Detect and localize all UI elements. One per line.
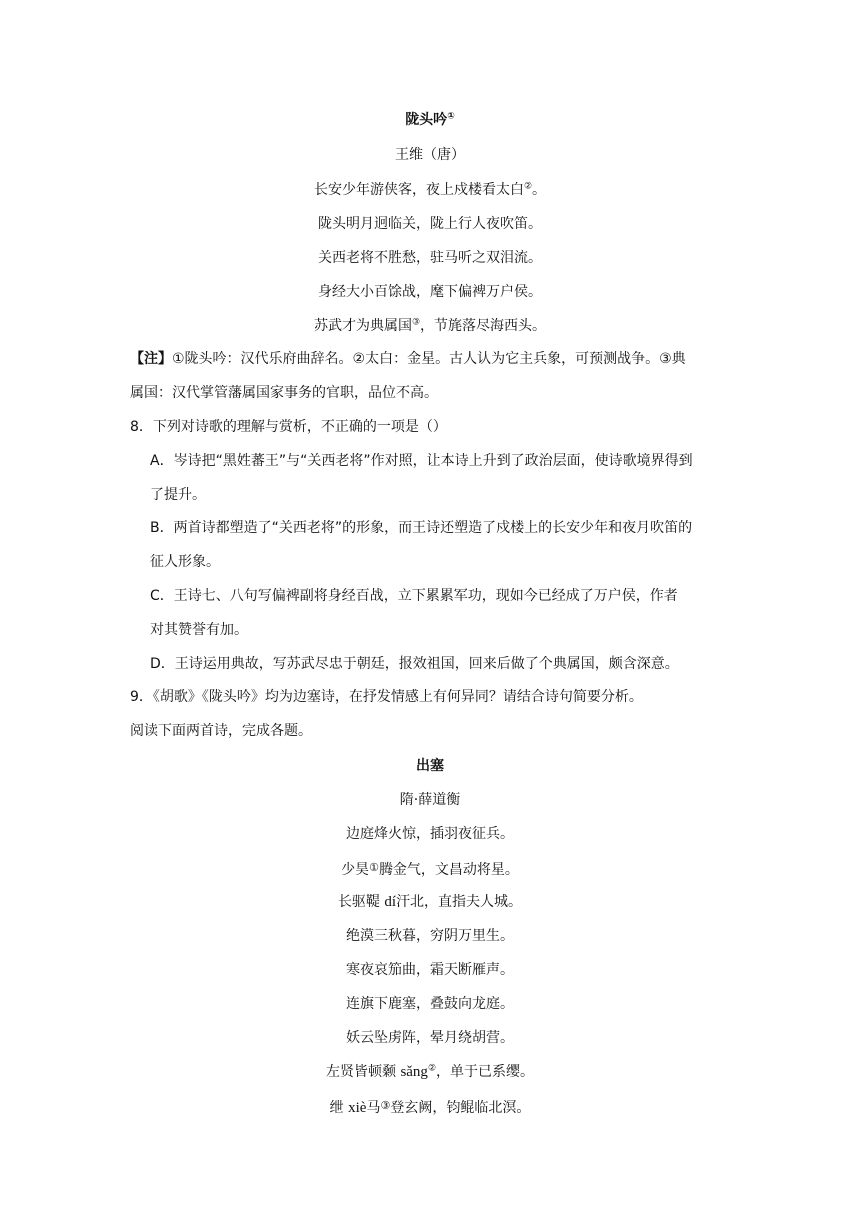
poem2-line-9 (0, 1096, 860, 1118)
question-8-option-a-line-2: 了提升。 (150, 487, 206, 503)
poem1-title-note: ① (447, 111, 455, 122)
poem1-line-5-end: ，节旄落尽海西头。 (420, 318, 547, 334)
poem2-line-2 (0, 858, 860, 880)
poem2-line-9-pinyin: xiè (348, 1100, 367, 1116)
question-9-stem: 9．《胡歌》《陇头吟》均为边塞诗，在抒发情感上有何异同？请结合诗句简要分析。 (130, 689, 643, 705)
poem1-line-1-note: ② (523, 181, 533, 192)
poem1-line-1-text: 长安少年游侠客，夜上戍楼看太白 (313, 182, 524, 198)
poem2-line-4: 绝漠三秋暮，穷阴万里生。 (346, 928, 514, 944)
poem2-line-9-note: ③ (380, 1099, 391, 1112)
question-8-option-c-line-1: C．王诗七、八句写偏裨副将身经百战，立下累累军功，现如今已经成了万户侯，作者 (150, 588, 678, 604)
poem2-line-7: 妖云坠虏阵，晕月绕胡营。 (346, 1030, 514, 1046)
poem2-line-8-end: ，单于已系缨。 (436, 1064, 535, 1080)
poem2-line-3-end: 汗北，直指夫人城。 (396, 894, 523, 910)
poem2-line-5: 寒夜哀笳曲，霜天断雁声。 (346, 962, 514, 978)
poem2-author: 隋·薛道衡 (399, 792, 461, 808)
poem2-line-1: 边庭烽火惊，插羽夜征兵。 (346, 826, 514, 842)
poem2-line-8-note: ② (427, 1063, 437, 1074)
poem2-line-3 (0, 892, 860, 912)
poem2-line-9-text: 绁 (329, 1100, 349, 1116)
poem2-line-8-pinyin: sǎng (400, 1064, 428, 1080)
poem1-line-5 (0, 316, 860, 336)
poem2-line-8 (0, 1062, 860, 1082)
question-8-option-b-line-2: 征人形象。 (150, 554, 220, 570)
poem1-line-1-end: 。 (532, 182, 547, 198)
poem1-line-4: 身经大小百馀战，麾下偏裨万户侯。 (318, 284, 542, 300)
poem2-line-9-mid: 马 (366, 1100, 381, 1116)
poem2-line-3-pinyin: dí (384, 894, 397, 910)
poem1-line-1 (0, 180, 860, 200)
question-8-option-c-line-2: 对其赞誉有加。 (150, 622, 248, 638)
poem1-line-2: 陇头明月迥临关，陇上行人夜吹笛。 (318, 216, 542, 232)
poem1-line-5-note: ③ (411, 317, 421, 328)
poem2-title: 出塞 (416, 758, 444, 774)
notes-line-2: 属国：汉代掌管藩属国家事务的官职，品位不高。 (130, 385, 438, 401)
poem1-author: 王维（唐） (395, 147, 465, 163)
poem1-line-5-text: 苏武才为典属国 (313, 318, 412, 334)
poem2-line-2-end: 腾金气，文昌动将星。 (378, 862, 519, 878)
question-8-option-a-line-1: A．岑诗把“黑姓蕃王”与“关西老将”作对照，让本诗上升到了政治层面，使诗歌境界得到 (150, 453, 693, 469)
notes-line-1-text: ①陇头吟：汉代乐府曲辞名。②太白：金星。古人认为它主兵象，可预测战争。③典 (172, 351, 686, 367)
notes-label: 【注】 (130, 351, 172, 367)
notes-line-1 (130, 349, 686, 369)
poem2-line-6: 连旗下鹿塞，叠鼓向龙庭。 (346, 996, 514, 1012)
question-8-option-b-line-1: B．两首诗都塑造了“关西老将”的形象，而王诗还塑造了戍楼上的长安少年和夜月吹笛的 (150, 520, 693, 536)
poem1-line-3: 关西老将不胜愁，驻马听之双泪流。 (318, 250, 542, 266)
poem2-line-2-text: 少昊 (341, 862, 370, 878)
poem2-line-8-text: 左贤皆顿颡 (325, 1064, 401, 1080)
poem2-line-3-text: 长驱鞮 (337, 894, 385, 910)
poem2-line-9-end: 登玄阙，钧鲲临北溟。 (390, 1100, 531, 1116)
question-8-option-d: D．王诗运用典故，写苏武尽忠于朝廷，报效祖国，回来后做了个典属国，颇含深意。 (150, 656, 679, 672)
reading-instruction: 阅读下面两首诗，完成各题。 (130, 723, 312, 739)
poem1-title-text: 陇头吟 (405, 112, 448, 128)
poem2-line-2-note: ① (369, 861, 379, 874)
poem1-title (0, 110, 860, 130)
question-8-stem: 8．下列对诗歌的理解与赏析，不正确的一项是（） (130, 419, 447, 435)
